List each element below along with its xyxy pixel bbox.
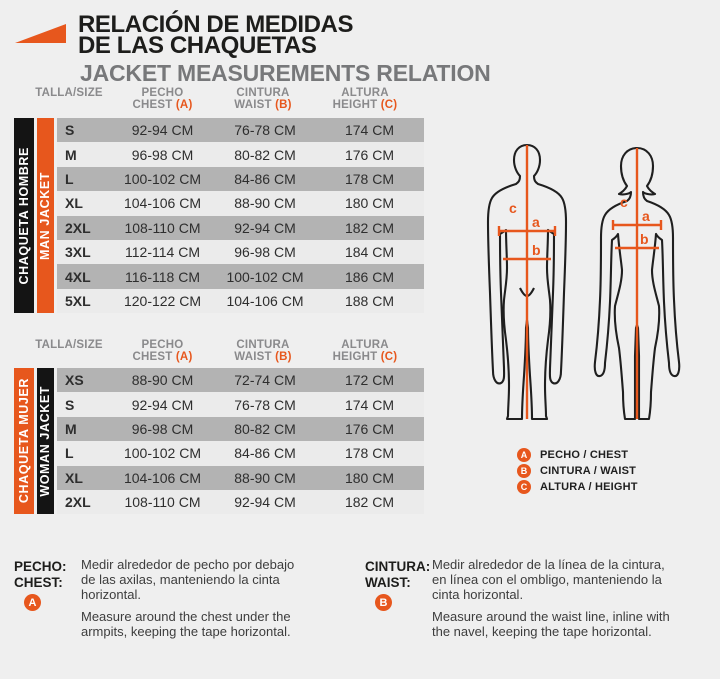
height-cell: 180 CM: [344, 469, 395, 486]
table-row: [57, 368, 424, 392]
side-label-man-jacket: MAN JACKET: [37, 118, 55, 313]
table-row: [57, 142, 424, 166]
letter-b-badge: B: [517, 464, 531, 478]
chest-cell: 116-118 CM: [125, 268, 200, 285]
waist-cell: 84-86 CM: [234, 170, 296, 187]
height-cell: 178 CM: [344, 170, 395, 187]
legend-item-height: C ALTURA / HEIGHT: [517, 479, 638, 495]
chest-cell: 108-110 CM: [124, 219, 201, 236]
table-row: [57, 216, 424, 240]
waist-cell: 84-86 CM: [234, 445, 296, 462]
waist-cell: 92-94 CM: [234, 219, 296, 236]
letter-a-badge: A: [517, 448, 531, 462]
table-row: [57, 490, 424, 514]
side-label-woman-jacket: WOMAN JACKET: [37, 368, 55, 514]
column-header-chest: PECHO CHEST (A): [132, 339, 193, 363]
size-cell: XS: [65, 372, 84, 389]
chest-cell: 96-98 CM: [131, 420, 194, 437]
size-cell: 5XL: [65, 292, 91, 309]
chest-cell: 100-102 CM: [123, 445, 202, 462]
size-cell: S: [65, 396, 75, 413]
waist-cell: 80-82 CM: [234, 420, 296, 437]
height-cell: 184 CM: [344, 244, 395, 261]
label-a: a: [532, 214, 540, 230]
waist-cell: 100-102 CM: [226, 268, 304, 285]
waist-letter-b: (B): [275, 99, 292, 111]
height-cell: 186 CM: [344, 268, 395, 285]
waist-cell: 72-74 CM: [234, 372, 296, 389]
label-b: b: [532, 242, 541, 258]
waist-instruction-text: [432, 558, 677, 648]
table-row: [57, 392, 424, 416]
chest-instruction-title: PECHO: CHEST:: [14, 559, 67, 590]
table-row: [57, 466, 424, 490]
waist-cell: 76-78 CM: [234, 396, 296, 413]
table-row: [57, 191, 424, 215]
label-b: b: [640, 231, 649, 247]
page-title: [78, 11, 354, 59]
size-cell: 4XL: [65, 268, 91, 285]
size-cell: XL: [65, 469, 83, 486]
waist-cell: 104-106 CM: [226, 292, 304, 309]
waist-text-en: Measure around the waist line, inline with the navel, keeping the tape horizontal.: [432, 609, 670, 640]
chest-letter-a: (A): [175, 351, 193, 363]
chest-cell: 112-114 CM: [125, 244, 200, 261]
waist-cell: 88-90 CM: [234, 195, 296, 212]
men-table-rows: [57, 118, 424, 313]
table-row: [57, 441, 424, 465]
measurement-legend: [517, 447, 638, 495]
table-row: [57, 118, 424, 142]
column-header-waist: CINTURA WAIST (B): [234, 339, 292, 363]
chest-cell: 104-106 CM: [123, 195, 202, 212]
wedge-icon: [15, 24, 66, 43]
column-header-height: ALTURA HEIGHT (C): [332, 87, 398, 111]
height-letter-c: (C): [380, 351, 398, 363]
chest-cell: 120-122 CM: [123, 292, 202, 309]
letter-a-badge: A: [24, 594, 41, 611]
waist-instruction-title: CINTURA: WAIST:: [365, 559, 431, 590]
waist-cell: 92-94 CM: [234, 494, 296, 511]
height-cell: 174 CM: [344, 396, 395, 413]
column-header-size: TALLA/SIZE: [35, 339, 103, 351]
title-line-1: RELACIÓN DE MEDIDAS: [78, 11, 354, 38]
chest-letter-a: (A): [175, 99, 193, 111]
height-cell: 182 CM: [344, 219, 395, 236]
side-label-chaqueta-hombre: CHAQUETA HOMBRE: [14, 118, 34, 313]
waist-cell: 88-90 CM: [234, 469, 296, 486]
table-row: [57, 240, 424, 264]
size-cell: L: [65, 445, 74, 462]
chest-cell: 92-94 CM: [131, 122, 194, 139]
waist-text-es: Medir alrededor de la línea de la cintura, en línea con el ombligo, manteniendo la cinta horizontal.: [432, 557, 665, 602]
chest-cell: 92-94 CM: [131, 396, 194, 413]
measurement-diagram: [468, 128, 718, 428]
label-c: c: [620, 194, 628, 210]
label-c: c: [509, 200, 517, 216]
chest-cell: 100-102 CM: [123, 170, 202, 187]
table-row: [57, 289, 424, 313]
height-letter-c: (C): [380, 99, 398, 111]
column-header-waist: CINTURA WAIST (B): [234, 87, 292, 111]
legend-item-waist: B CINTURA / WAIST: [517, 463, 638, 479]
column-header-height: ALTURA HEIGHT (C): [332, 339, 398, 363]
chest-cell: 88-90 CM: [131, 372, 194, 389]
height-cell: 182 CM: [344, 494, 395, 511]
size-cell: XL: [65, 195, 83, 212]
column-header-chest: PECHO CHEST (A): [132, 87, 193, 111]
height-cell: 176 CM: [344, 146, 395, 163]
table-row: [57, 264, 424, 288]
chest-instruction-text: [81, 558, 311, 648]
size-cell: M: [65, 420, 77, 437]
letter-c-badge: C: [517, 480, 531, 494]
waist-cell: 80-82 CM: [234, 146, 296, 163]
height-cell: 180 CM: [344, 195, 395, 212]
chest-text-es: Medir alrededor de pecho por debajo de las axilas, manteniendo la cinta horizontal.: [81, 557, 295, 602]
table-row: [57, 417, 424, 441]
height-cell: 176 CM: [344, 420, 395, 437]
waist-letter-b: (B): [275, 351, 292, 363]
chest-cell: 96-98 CM: [131, 146, 194, 163]
size-cell: 3XL: [65, 244, 91, 261]
women-size-table: [0, 339, 445, 521]
men-size-table: [0, 87, 445, 317]
size-cell: 2XL: [65, 494, 91, 511]
chest-cell: 104-106 CM: [123, 469, 202, 486]
chest-cell: 108-110 CM: [124, 494, 201, 511]
waist-cell: 96-98 CM: [234, 244, 296, 261]
title-line-2: DE LAS CHAQUETAS: [78, 32, 317, 59]
height-cell: 188 CM: [344, 292, 395, 309]
size-cell: L: [65, 170, 74, 187]
size-cell: 2XL: [65, 219, 91, 236]
size-cell: S: [65, 122, 75, 139]
table-row: [57, 167, 424, 191]
letter-b-badge: B: [375, 594, 392, 611]
label-a: a: [642, 208, 650, 224]
height-cell: 178 CM: [344, 445, 395, 462]
page-subtitle: JACKET MEASUREMENTS RELATION: [80, 60, 491, 86]
height-cell: 172 CM: [344, 372, 395, 389]
height-cell: 174 CM: [344, 122, 395, 139]
size-cell: M: [65, 146, 77, 163]
women-table-rows: [57, 368, 424, 514]
chest-text-en: Measure around the chest under the armpits, keeping the tape horizontal.: [81, 609, 291, 640]
column-header-size: TALLA/SIZE: [35, 87, 103, 99]
waist-cell: 76-78 CM: [234, 122, 296, 139]
side-label-chaqueta-mujer: CHAQUETA MUJER: [14, 368, 34, 514]
legend-item-chest: A PECHO / CHEST: [517, 447, 638, 463]
